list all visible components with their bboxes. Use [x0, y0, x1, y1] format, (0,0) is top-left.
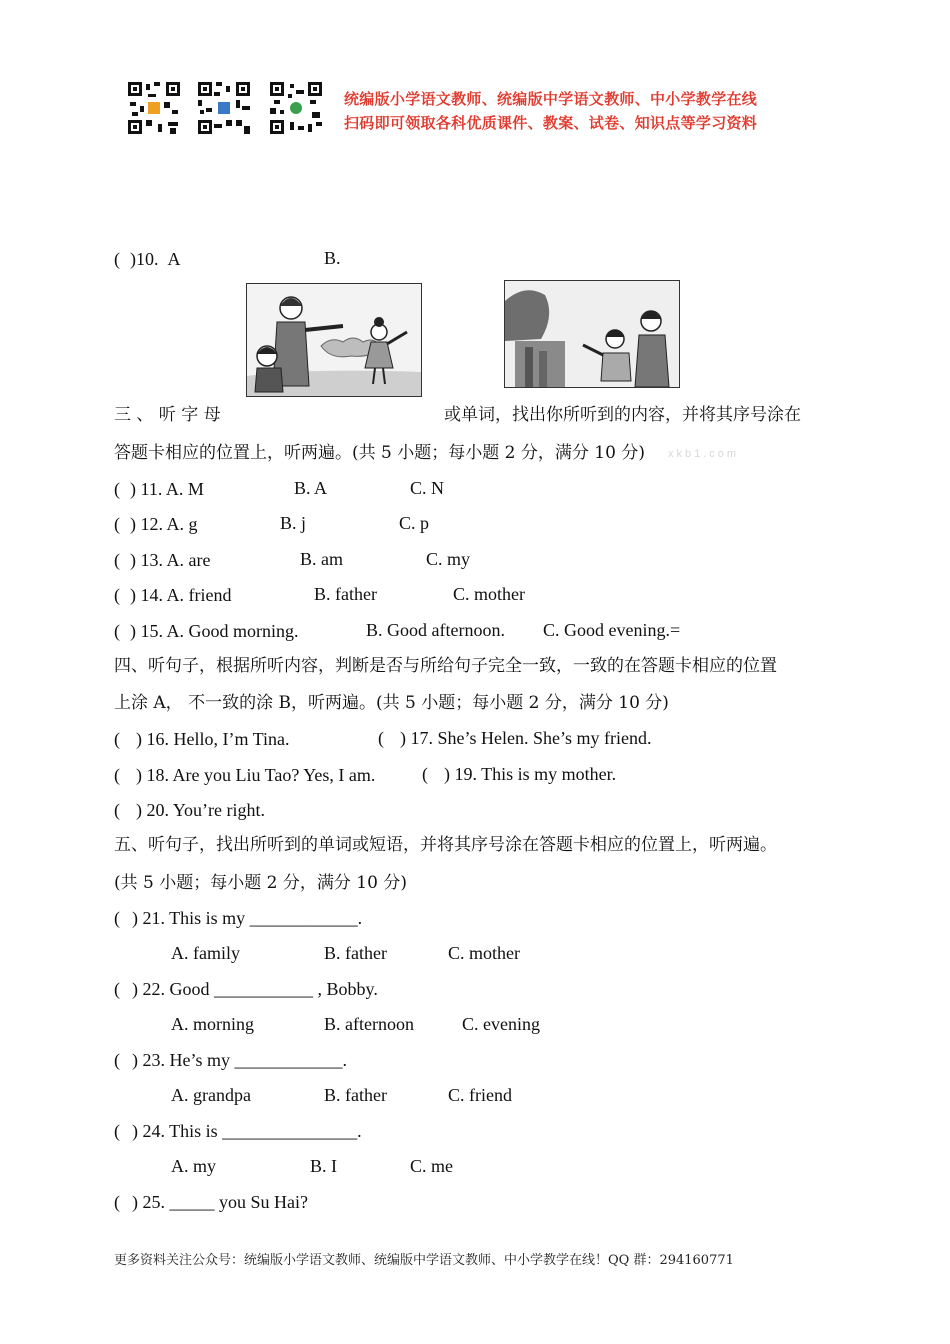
q21-option-c: C. mother	[448, 943, 520, 963]
q23-option-a: A. grandpa	[171, 1085, 251, 1105]
q23-option-b: B. father	[324, 1085, 387, 1105]
q24-option-a: A. my	[171, 1156, 216, 1176]
question-17: ( ) 17. She’s Helen. She’s my friend.	[378, 728, 652, 748]
question-21: ( ) 21. This is my ____________.	[114, 908, 363, 928]
qr-code-3	[268, 80, 324, 136]
section4-title: 四、听句子，根据所听内容，判断是否与所给句子完全一致，一致的在答题卡相应的位置	[114, 656, 777, 676]
label-a: A	[167, 249, 181, 269]
q24-option-b: B. I	[310, 1156, 337, 1176]
section5-title: 五、听句子，找出所听到的单词或短语，并将其序号涂在答题卡相应的位置上，听两遍。	[114, 835, 777, 855]
q15-option-b: B. Good afternoon.	[366, 620, 505, 640]
question-13: ( ) 13. A. are	[114, 550, 211, 570]
q11-option-c: C. N	[410, 478, 445, 498]
q14-option-b: B. father	[314, 584, 377, 604]
question-25: ( ) 25. _____ you Su Hai?	[114, 1192, 308, 1212]
question-10: ( )10. A	[114, 249, 181, 269]
question-19: ( ) 19. This is my mother.	[422, 764, 617, 784]
question-14: ( ) 14. A. friend	[114, 585, 232, 605]
question-22: ( ) 22. Good ___________ , Bobby.	[114, 979, 378, 999]
section5-instructions: (共 5 小题；每小题 2 分，满分 10 分)	[114, 873, 407, 893]
q12-option-c: C. p	[399, 513, 430, 533]
q14-option-c: C. mother	[453, 584, 525, 604]
q11-option-b: B. A	[294, 478, 328, 498]
q23-option-c: C. friend	[448, 1085, 512, 1105]
q22-option-b: B. afternoon	[324, 1014, 414, 1034]
watermark: xkb1.com	[668, 448, 740, 460]
question-23: ( ) 23. He’s my ____________.	[114, 1050, 347, 1070]
qr-code-1	[126, 80, 182, 136]
q13-option-b: B. am	[300, 549, 343, 569]
q22-option-a: A. morning	[171, 1014, 254, 1034]
question-18: ( ) 18. Are you Liu Tao? Yes, I am.	[114, 765, 376, 785]
promo-banner-line2: 扫码即可领取各科优质课件、教案、试卷、知识点等学习资料	[344, 114, 758, 132]
q22-option-c: C. evening	[462, 1014, 540, 1034]
label-b: B.	[324, 248, 341, 268]
section3-title-prefix: 三 、 听 字 母	[114, 405, 221, 425]
q21-option-a: A. family	[171, 943, 240, 963]
question-15: ( ) 15. A. Good morning.	[114, 621, 299, 641]
picture-b	[504, 280, 680, 388]
question-24: ( ) 24. This is _______________.	[114, 1121, 362, 1141]
question-20: ( ) 20. You’re right.	[114, 800, 265, 820]
q13-option-c: C. my	[426, 549, 471, 569]
q24-option-c: C. me	[410, 1156, 453, 1176]
q21-option-b: B. father	[324, 943, 387, 963]
question-12: ( ) 12. A. g	[114, 514, 198, 534]
promo-banner-line1: 统编版小学语文教师、统编版中学语文教师、中小学教学在线	[344, 90, 758, 108]
section3-instructions: 答题卡相应的位置上，听两遍。(共 5 小题；每小题 2 分，满分 10 分)	[114, 443, 645, 463]
footer-note: 更多资料关注公众号：统编版小学语文教师、统编版中学语文教师、中小学教学在线！QQ 群：294160771	[114, 1253, 734, 1268]
qr-code-2	[196, 80, 252, 136]
picture-a	[246, 283, 422, 397]
question-11: ( ) 11. A. M	[114, 479, 204, 499]
q15-option-c: C. Good evening.=	[543, 620, 681, 640]
section3-title-rest: 或单词，找出你所听到的内容，并将其序号涂在	[444, 405, 801, 425]
q12-option-b: B. j	[280, 513, 307, 533]
question-16: ( ) 16. Hello, I’m Tina.	[114, 729, 290, 749]
section4-instructions: 上涂 A， 不一致的涂 B，听两遍。(共 5 小题；每小题 2 分，满分 10 分)	[114, 693, 669, 713]
